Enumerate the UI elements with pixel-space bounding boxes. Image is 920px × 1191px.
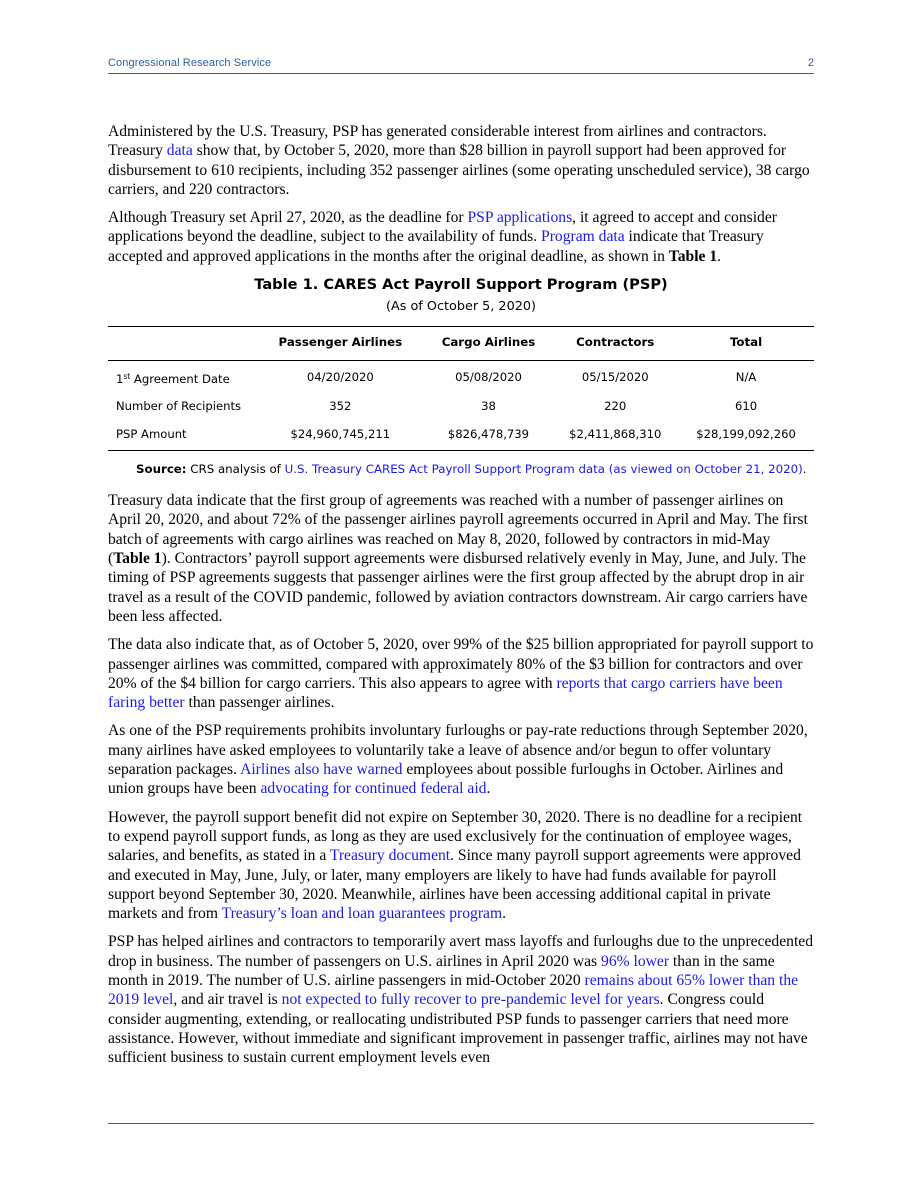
table-cell: 220	[604, 399, 627, 414]
link-data[interactable]: data	[166, 142, 193, 160]
text: .	[486, 780, 491, 798]
link-psp-applications[interactable]: PSP applications	[467, 209, 573, 227]
link-recovery[interactable]: not expected to fully recover to pre-pandemic level for years	[281, 991, 660, 1009]
text: Agreement Date	[130, 371, 230, 386]
text: .	[802, 461, 807, 476]
paragraph-benefit-expiry	[108, 808, 814, 924]
paragraph-first-agreements	[108, 491, 814, 626]
header-rule	[108, 73, 814, 74]
text: .	[502, 905, 506, 923]
text: . Since many payroll support agreements were approved and executed in May, June, July, or later, many employers are likely to have had funds available for payroll support beyond September 30, 2020. Meanwhile, airlines have been accessing additional capital in private markets and from	[108, 847, 801, 923]
table-cell: 05/08/2020	[455, 370, 522, 385]
table-cell: 04/20/2020	[306, 370, 374, 385]
row-label	[108, 360, 256, 394]
text: than in the same month in 2019. The number of U.S. airline passengers in mid-October 2020	[108, 952, 775, 989]
column-header-passenger: Passenger Airlines	[256, 326, 425, 360]
text: The data also indicate that, as of October 5, 2020, over 99% of the $25 billion appropriated for payroll support to passenger airlines was committed, compared with approximately 80% of the $3 billion for contractors and over 20% of the $4 billion for cargo carriers. This also appears to agree with	[108, 636, 814, 692]
text: indicate that Treasury accepted and approved applications in the months after the original deadline, as shown in	[108, 228, 764, 265]
page-number: 2	[807, 57, 814, 69]
text: ). Contractors’ payroll support agreements were disbursed relatively evenly in May, June, and July. The timing of PSP agreements suggests that passenger airlines were the first group affected by the abrupt drop in air travel as a result of the COVID pandemic, followed by aviation contractors downstream. Air cargo carriers have been less affected.	[108, 550, 808, 625]
table-cell: $2,411,868,310	[552, 422, 678, 451]
text: Treasury data indicate that the first group of agreements was reached with a number of passenger airlines on April 20, 2020, and about 72% of the passenger airlines payroll agreements occurred in April and May. The first batch of agreements with cargo airlines was reached on May 8, 2020, followed by contractors in mid-May (	[108, 492, 808, 568]
text: than passenger airlines.	[184, 694, 335, 712]
row-label: Number of Recipients	[116, 399, 242, 414]
column-header-total: Total	[678, 326, 814, 360]
paragraph-treasury-data	[108, 122, 814, 199]
text: Administered by the U.S. Treasury, PSP has generated considerable interest from airlines and contractors. Treasury	[108, 123, 767, 160]
link-federal-aid[interactable]: advocating for continued federal aid	[260, 780, 487, 798]
source-label: Source:	[136, 461, 187, 476]
table-cell: $24,960,745,211	[256, 422, 425, 451]
row-label: PSP Amount	[108, 422, 256, 451]
table-header-row	[108, 326, 814, 360]
link-loan-program[interactable]: Treasury’s loan and loan guarantees program	[221, 905, 503, 923]
paragraph-funds-committed	[108, 635, 814, 712]
table-cell: 610	[734, 399, 758, 414]
paragraph-deadline	[108, 208, 814, 266]
table-cell: $826,478,739	[425, 422, 553, 451]
link-treasury-document[interactable]: Treasury document	[329, 847, 451, 865]
psp-table	[108, 326, 814, 451]
text: , and air travel is	[173, 991, 282, 1009]
text: show that, by October 5, 2020, more than $28 billion in payroll support had been approved for disbursement to 610 recipients, including 352 passenger airlines (some operating unscheduled service), 38 cargo carriers, and 220 contractors.	[108, 142, 810, 198]
column-header-cargo: Cargo Airlines	[425, 326, 553, 360]
document-body	[108, 122, 814, 1076]
table-row	[108, 422, 814, 451]
page-header	[108, 57, 814, 73]
table-row	[108, 360, 814, 394]
column-header-contractors: Contractors	[552, 326, 678, 360]
link-cargo-reports[interactable]: reports that cargo carriers have been faring better	[108, 674, 783, 712]
table-subtitle: (As of October 5, 2020)	[385, 299, 536, 315]
footer-rule	[108, 1123, 814, 1124]
table-cell: $28,199,092,260	[678, 422, 814, 451]
text: employees about possible furloughs in October. Airlines and union groups have been	[108, 761, 784, 798]
text: CRS analysis of	[186, 461, 285, 476]
table-reference: Table 1	[668, 247, 718, 265]
text: PSP has helped airlines and contractors to temporarily avert mass layoffs and furloughs due to the unprecedented drop in business. The number of passengers on U.S. airlines in April 2020 was	[108, 933, 813, 970]
table-cell: N/A	[735, 370, 757, 385]
table-row	[108, 394, 814, 421]
text: However, the payroll support benefit did not expire on September 30, 2020. There is no deadline for a recipient to expend payroll support funds, as long as they are used exclusively for the continuation of employee wages, salaries, and benefits, as stated in a	[108, 808, 803, 865]
column-header-blank	[108, 326, 256, 360]
link-program-data[interactable]: Program data	[541, 228, 625, 246]
superscript: st	[123, 371, 131, 381]
table-cell: 05/15/2020	[581, 370, 649, 385]
link-treasury-psp-data[interactable]: U.S. Treasury CARES Act Payroll Support Program data (as viewed on October 21, 2020)	[284, 461, 803, 476]
paragraph-furloughs	[108, 721, 814, 798]
text: As one of the PSP requirements prohibits involuntary furloughs or pay-rate reductions through September 2020, many airlines have asked employees to voluntarily take a leave of absence and/or begun to offer voluntary separation packages.	[108, 722, 808, 779]
table-cell: 38	[481, 399, 496, 414]
link-65-lower[interactable]: remains about 65% lower than the 2019 level	[108, 971, 799, 1009]
text: 1	[116, 371, 124, 386]
text: .	[717, 247, 722, 265]
table-cell: 352	[329, 399, 352, 414]
table-1	[108, 275, 814, 479]
paragraph-layoffs	[108, 932, 814, 1067]
table-source-note	[136, 460, 814, 479]
text: Although Treasury set April 27, 2020, as the deadline for	[108, 209, 468, 227]
header-org-name: Congressional Research Service	[108, 57, 272, 69]
text: . Congress could consider augmenting, extending, or reallocating undistributed PSP funds to passenger carriers that need more assistance. However, without immediate and significant improvement in passenger traffic, airlines may not have sufficient business to sustain current employment levels even	[108, 991, 808, 1067]
link-96-lower[interactable]: 96% lower	[601, 952, 670, 970]
link-airlines-warned[interactable]: Airlines also have warned	[240, 761, 403, 779]
text: , it agreed to accept and consider applications beyond the deadline, subject to the availability of funds.	[108, 209, 777, 246]
table-reference: Table 1	[113, 550, 162, 568]
table-title: Table 1. CARES Act Payroll Support Program (PSP)	[254, 276, 668, 294]
